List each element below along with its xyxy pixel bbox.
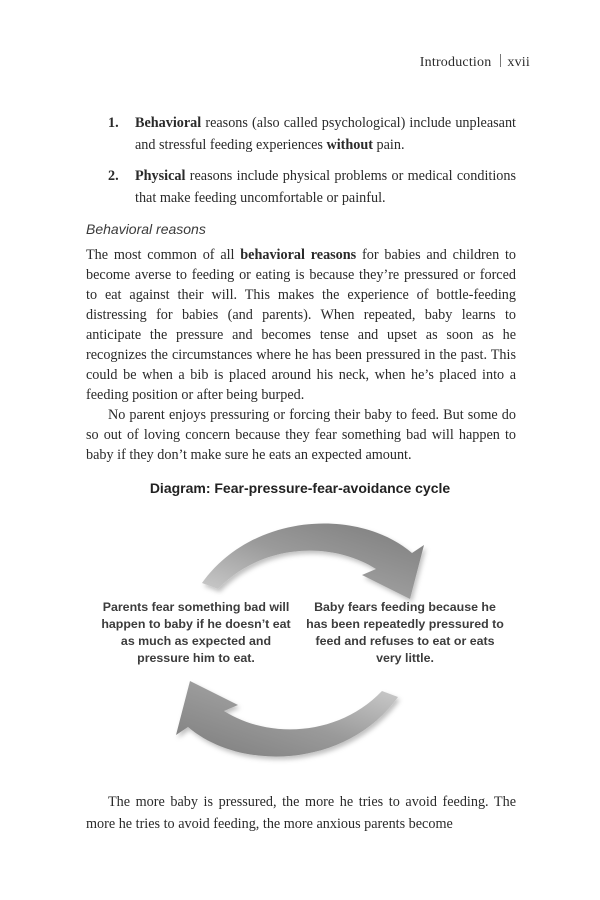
cycle-arrows <box>0 505 600 775</box>
paragraph-lead: The most common of all <box>86 247 241 263</box>
list-item-text: reasons (also called psychological) include unpleasant and stressful feeding experiences <box>135 115 516 153</box>
paragraph: No parent enjoys pressuring or forcing their baby to feed. But some do so out of loving concern because they fear something bad will happen to baby if they don’t make sure he eats an expected amount. <box>86 407 516 463</box>
diagram-title: Diagram: Fear-pressure-fear-avoidance cycle <box>149 480 451 496</box>
baby-fear-box: Baby fears feeding because he has been repeatedly pressured to feed and refuses to eat or eats very little. <box>306 600 504 665</box>
list-item-term: Behavioral <box>135 115 202 131</box>
paragraph: The more baby is pressured, the more he tries to avoid feeding. The more he tries to avoid feeding, the more anxious parents become <box>86 794 516 832</box>
parents-fear-box: Parents fear something bad will happen to baby if he doesn’t eat as much as expected and pressure him to eat. <box>101 600 291 665</box>
bottom-arrow-icon <box>176 681 398 757</box>
body-text <box>86 245 516 465</box>
list-item-tail: pain. <box>372 136 405 153</box>
paragraph <box>86 245 516 405</box>
page-number: xvii <box>507 55 530 70</box>
header-section-title: Introduction <box>419 55 492 70</box>
list-item <box>108 166 516 209</box>
running-header <box>420 54 530 71</box>
list-item-text: reasons include physical problems or medical conditions that make feeding uncomfortable or painful. <box>135 168 516 206</box>
cycle-diagram <box>0 505 600 775</box>
closing-text <box>86 791 516 835</box>
reasons-list <box>108 113 516 219</box>
list-item-number: 1. <box>108 115 119 131</box>
paragraph-rest: for babies and children to become averse to feeding or eating is because they’re pressured or forced to eat against their will. This makes the experience of bottle-feeding distressing for babies (and parents). When repeated, baby learns to anticipate the pressure and becomes tense and upset as soon as he recognizes the circumstances where he has been pressured in the past. This could be when a bib is placed around his neck, when he’s placed into a feeding position or after being burped. <box>86 247 516 403</box>
list-item-term: Physical <box>135 168 186 184</box>
section-subheading: Behavioral reasons <box>86 221 206 237</box>
list-item-number: 2. <box>108 168 119 184</box>
paragraph-bold-term: behavioral reasons <box>240 247 357 263</box>
list-item-emphasis: without <box>326 136 373 153</box>
top-arrow-icon <box>202 523 424 599</box>
list-item <box>108 113 516 156</box>
header-divider <box>500 54 501 67</box>
